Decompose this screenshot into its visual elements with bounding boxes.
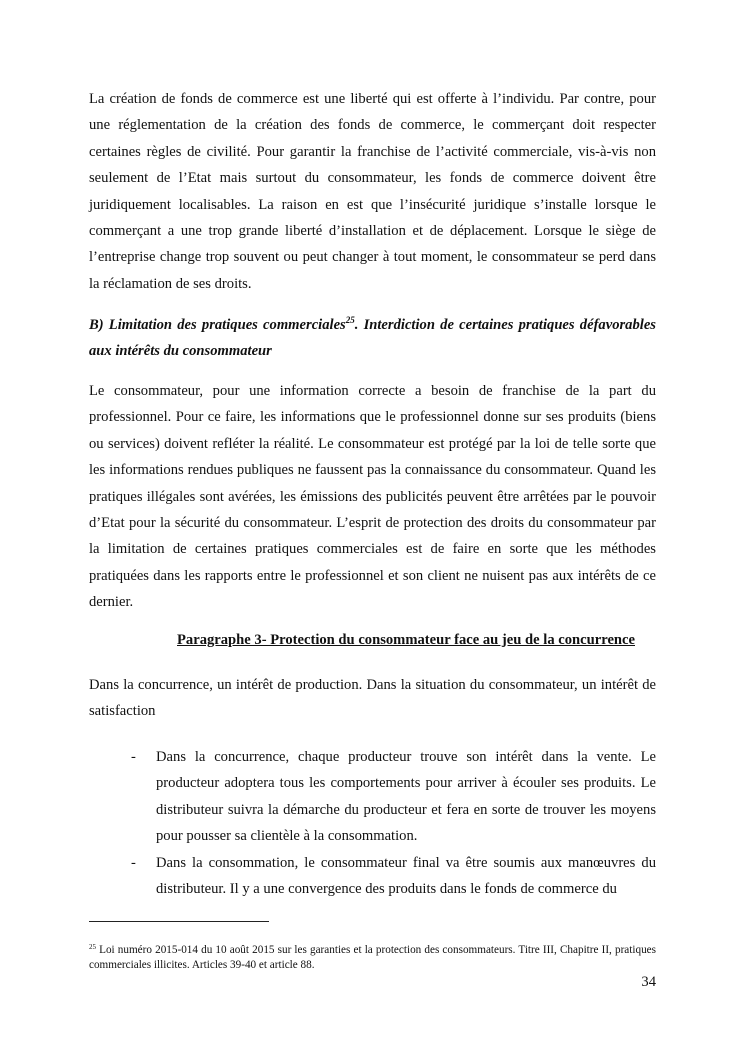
section-heading-b [89,312,656,365]
heading-b-text-continued: . Interdiction de certaines pratiques défavorables aux intérêts du consommateur [89,317,656,360]
footnote-text: Loi numéro 2015-014 du 10 août 2015 sur les garanties et la protection des consommateurs. Titre III, Chapitre II, pratiques commerciales illicites. Articles 39-40 et article 88. [89,944,656,971]
body-paragraph-1: La création de fonds de commerce est une liberté qui est offerte à l’individu. Par contre, pour une réglementation de la création des fonds de commerce, le commerçant doit respecter certaines règles de civilité. Pour garantir la franchise de l’activité commerciale, vis-à-vis non seulement de l’Etat mais surtout du consommateur, les fonds de commerce doivent être juridiquement localisables. La raison en est que l’insécurité juridique s’installe lorsque le commerçant a une trop grande liberté d’installation et de déplacement. Lorsque le siège de l’entreprise change trop souvent ou peut changer à tout moment, le consommateur se perd dans la réclamation de ses droits. [89,91,656,292]
bullet-list [131,744,656,902]
page-number: 34 [641,974,656,990]
body-paragraph-3: Dans la concurrence, un intérêt de production. Dans la situation du consommateur, un intérêt de satisfaction [89,677,656,720]
heading-b-text: B) Limitation des pratiques commerciales [89,317,346,333]
list-item-text: Dans la consommation, le consommateur final va être soumis aux manœuvres du distributeur. Il y a une convergence des produits dans le fonds de commerce du [156,854,656,898]
list-item-text: Dans la concurrence, chaque producteur trouve son intérêt dans la vente. Le producteur adoptera tous les comportements pour arriver à écouler ses produits. Le distributeur suivra la démarche du producteur et fera en sorte de trouver les moyens pour pousser sa clientèle à la consommation. [156,749,656,845]
bullet-dash: - [131,854,136,871]
paragraph-3-title: Paragraphe 3- Protection du consommateur face au jeu de la concurrence [177,632,635,648]
bullet-dash: - [131,749,136,765]
body-paragraph-2: Le consommateur, pour une information correcte a besoin de franchise de la part du professionnel. Pour ce faire, les informations que le professionnel donne sur ses produits (biens ou services) doivent refléter la réalité. Le consommateur est protégé par la loi de telle sorte que les informations rendues publiques ne faussent pas la connaissance du consommateur. Quand les pratiques illégales sont avérées, les émissions des publicités peuvent être arrêtées par le pouvoir d’Etat pour la sécurité du consommateur. L’esprit de protection des droits du consommateur par la limitation de certaines pratiques commerciales est de faire en sorte que les méthodes pratiquées dans les rapports entre le professionnel et son client ne nuisent pas aux intérêts de ce dernier. [89,383,656,611]
list-item [131,850,656,903]
list-item [131,744,656,850]
footnote [89,943,656,972]
footnote-number: 25 [89,943,96,951]
footnote-reference[interactable]: 25 [345,315,355,325]
footnote-separator [89,921,269,922]
